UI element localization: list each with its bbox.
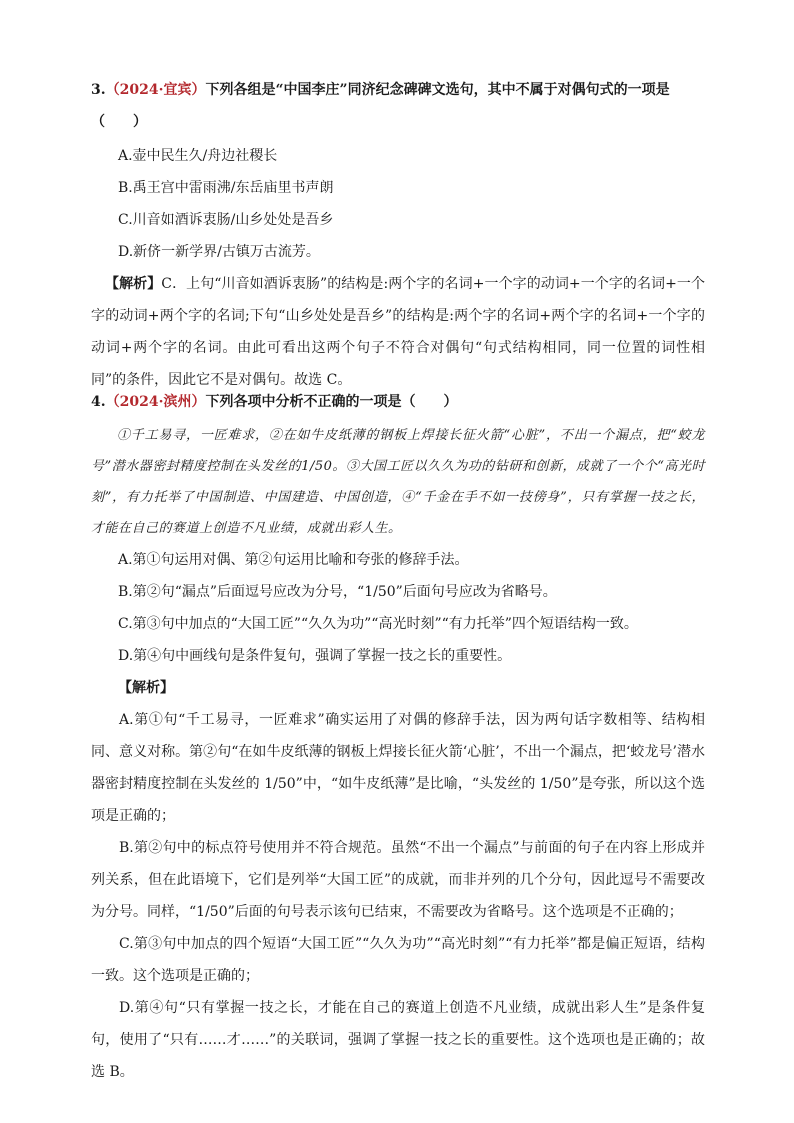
q4-option-b: B.第②句“漏点”后面逗号应改为分号，“1/50”后面句号应改为省略号。: [118, 584, 557, 600]
question-stem: 下列各项中分析不正确的一项是（ ）: [205, 394, 458, 410]
q4-option-a: A.第①句运用对偶、第②句运用比喻和夸张的修辞手法。: [118, 552, 469, 568]
q4-analysis-b: B.第②句中的标点符号使用并不符合规范。虽然“不出一个漏点”与前面的句子在内容上形成并列关系，但在此语境下，它们是列举“大国工匠”的成就，而非并列的几个分句，因此逗号不需要改为分号。同样，“1/50”后面的句号表示该句已结束，不需要改为省略号。这个选项是不正确的；: [91, 840, 705, 920]
q3-option-a: A.壶中民生久/舟边社稷长: [118, 148, 278, 164]
question-stem: 下列各组是“中国李庄”同济纪念碑碑文选句，其中不属于对偶句式的一项是: [205, 82, 670, 98]
q4-passage: ①千工易寻，一匠难求，②在如牛皮纸薄的钢板上焊接长征火箭“心脏”，不出一个漏点，把“蛟龙号”潜水器密封精度控制在头发丝的1/50。③大国工匠以久久为功的钻研和创新，成就了一个个“高光时刻”，有力托举了中国制造、中国建造、中国创造，④“千金在手不如一技傍身”，只有掌握一技之长，才能在自己的赛道上创造不凡业绩，成就出彩人生。: [91, 428, 705, 536]
analysis-label: 【解析】: [105, 276, 162, 292]
source-close-paren: ）: [191, 82, 206, 98]
question-number: 3.: [91, 82, 106, 98]
question-number: 4.: [91, 394, 106, 410]
q4-analysis-c: C.第③句中加点的四个短语“大国工匠”“久久为功”“高光时刻”“有力托举”都是偏正短语，结构一致。这个选项是正确的；: [91, 936, 705, 984]
q3-option-b: B.禹王宫中雷雨沸/东岳庙里书声朗: [118, 180, 334, 196]
q3-option-c: C.川音如酒诉衷肠/山乡处处是吾乡: [118, 212, 334, 228]
question-4-title: [91, 386, 705, 418]
q4-option-d: D.第④句中画线句是条件复句，强调了掌握一技之长的重要性。: [118, 648, 512, 664]
analysis-text: C．上句“川音如酒诉衷肠”的结构是:两个字的名词+一个字的动词+一个字的名词+一个字的动词+两个字的名词;下句“山乡处处是吾乡”的结构是:两个字的名词+两个字的名词+一个字的动词+两个字的名词。由此可看出这两个句子不符合对偶句“句式结构相同，同一位置的词性相同”的条件，因此它不是对偶句。故选 C。: [91, 276, 705, 388]
answer-paren: （ ）: [91, 114, 147, 130]
q3-option-d: D.新侪一新学界/古镇万古流芳。: [118, 244, 320, 260]
source-close-paren: ）: [191, 394, 206, 410]
q4-option-c: C.第③句中加点的“大国工匠”“久久为功”“高光时刻”“有力托举”四个短语结构一致。: [118, 616, 638, 632]
q3-analysis: [91, 268, 705, 396]
source-open-paren: （: [105, 394, 120, 410]
q4-analysis-a: A.第①句“千工易寻，一匠难求”确实运用了对偶的修辞手法，因为两句话字数相等、结构相同、意义对称。第②句“在如牛皮纸薄的钢板上焊接长征火箭‘心脏’，不出一个漏点，把‘蛟龙号’潜水器密封精度控制在头发丝的 1/50”中，“如牛皮纸薄”是比喻，“头发丝的 1/50”是夸张，所以这个选项是正确的；: [91, 712, 705, 824]
question-source: 2024·滨州: [119, 394, 192, 410]
question-3-title: [91, 74, 705, 138]
question-source: 2024·宜宾: [119, 82, 192, 98]
source-open-paren: （: [105, 82, 120, 98]
q4-analysis-d: D.第④句“只有掌握一技之长，才能在自己的赛道上创造不凡业绩，成就出彩人生”是条件复句，使用了“只有……才……”的关联词，强调了掌握一技之长的重要性。这个选项也是正确的；故选 B。: [91, 1000, 705, 1080]
q4-analysis-label: 【解析】: [118, 680, 174, 696]
